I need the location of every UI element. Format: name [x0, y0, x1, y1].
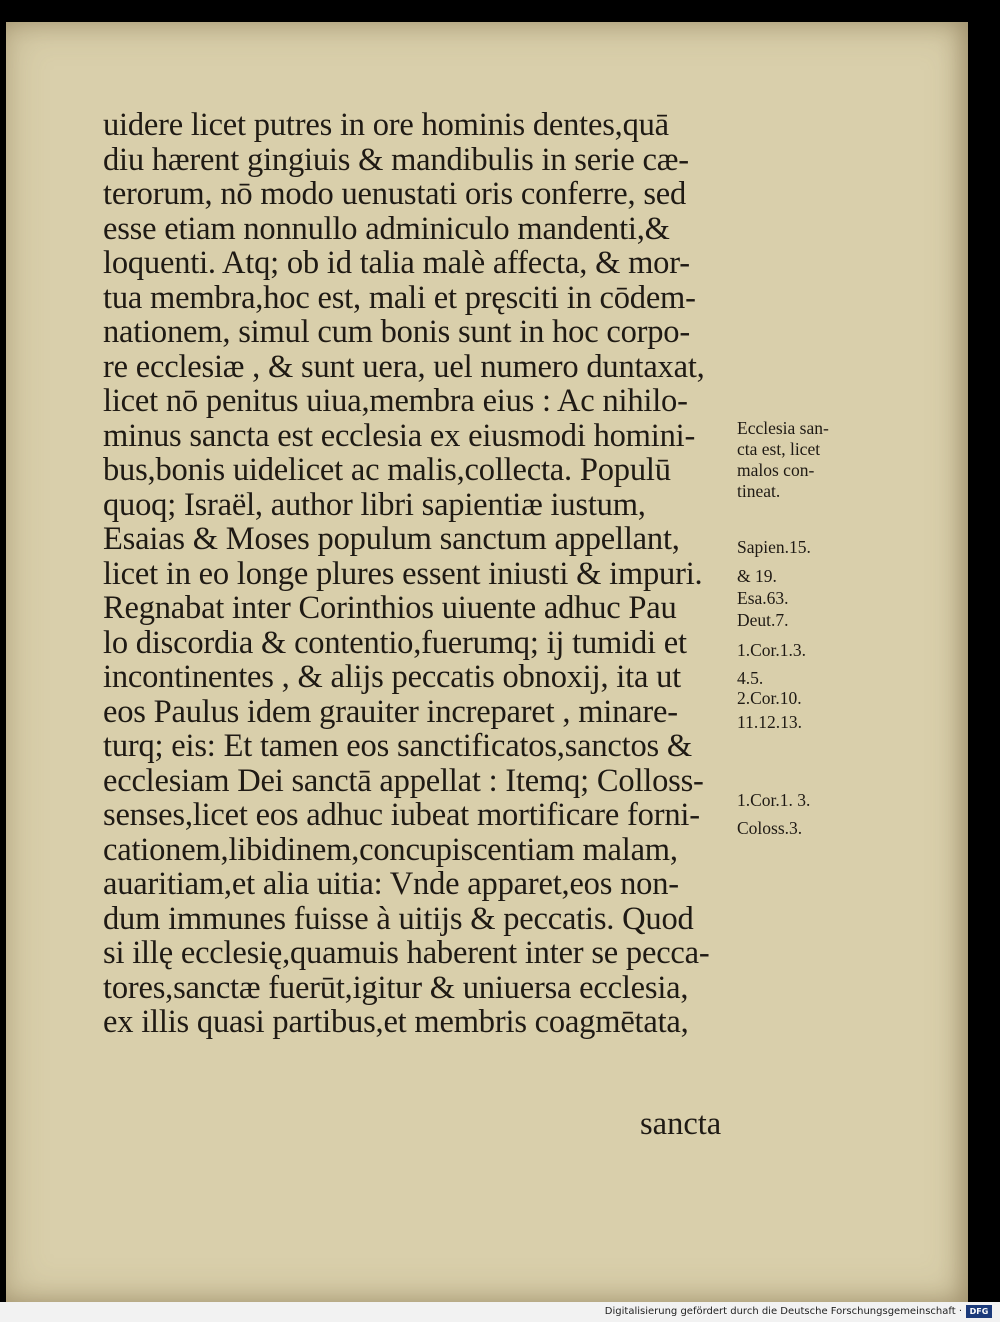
text-line: loquenti. Atq; ob id talia malè affecta, & mor- [103, 245, 690, 281]
text-line: minus sancta est ecclesia ex eiusmodi homini- [103, 417, 696, 454]
text-line: Esaias & Moses populum sanctum appellant, [103, 521, 680, 557]
text-line: cationem,libidinem,concupiscentiam malam, [103, 831, 678, 868]
margin-note-2-cor-cont [737, 712, 802, 733]
margin-note-line: malos con- [737, 460, 815, 480]
margin-note-line: Deut.7. [737, 610, 789, 630]
catchword: sancta [640, 1106, 722, 1142]
margin-note-line: 1.Cor.1. 3. [737, 790, 811, 810]
margin-note-line: Ecclesia san- [737, 418, 829, 438]
text-line: terorum, nō modo uenustati oris conferre, sed [103, 176, 687, 212]
text-line: bus,bonis uidelicet ac malis,collecta. Populū [103, 452, 671, 488]
text-line: turq; eis: Et tamen eos sanctificatos,sanctos & [103, 728, 692, 764]
margin-note-coloss [737, 818, 802, 839]
text-line: nationem, simul cum bonis sunt in hoc corpo- [103, 314, 690, 350]
margin-note-cor-3 [737, 790, 810, 811]
margin-note-sapien [737, 537, 811, 558]
text-line: licet nō penitus uiua,membra eius : Ac nihilo- [103, 383, 688, 419]
text-line: re ecclesiæ , & sunt uera, uel numero duntaxat, [103, 348, 705, 385]
text-line: dum immunes fuisse à uitijs & peccatis. Quod [103, 900, 694, 937]
dfg-logo-icon: DFG [966, 1305, 992, 1318]
margin-note-cor-4-5 [737, 668, 763, 689]
margin-note-cor-1 [737, 640, 806, 661]
margin-note-line: & 19. [737, 566, 777, 586]
text-line: senses,licet eos adhuc iubeat mortificare forni- [103, 797, 700, 833]
text-line: eos Paulus idem grauiter increparet , minare- [103, 693, 678, 730]
margin-note-line: 4.5. [737, 668, 764, 688]
text-line: auaritiam,et alia uitia: Vnde apparet,eos non- [103, 866, 679, 902]
text-line: incontinentes , & alijs peccatis obnoxij, ita ut [103, 659, 681, 695]
text-line: tua membra,hoc est, mali et pręsciti in cōdem- [103, 279, 696, 316]
margin-note-line: 2.Cor.10. [737, 688, 802, 708]
margin-note-deut [737, 610, 789, 631]
text-line: tores,sanctæ fuerūt,igitur & uniuersa ecclesia, [103, 969, 689, 1006]
text-line: licet in eo longe plures essent iniusti & impuri. [103, 555, 703, 592]
text-line: diu hærent gingiuis & mandibulis in serie cæ- [103, 141, 689, 178]
text-line: ex illis quasi partibus,et membris coagmētata, [103, 1004, 689, 1040]
text-line: esse etiam nonnullo adminiculo mandenti,& [103, 210, 670, 247]
margin-note-line: Coloss.3. [737, 818, 803, 838]
text-line: uidere licet putres in ore hominis dentes,quā [103, 107, 669, 143]
margin-note-line: cta est, licet [737, 439, 821, 459]
margin-note-line: Esa.63. [737, 588, 789, 608]
margin-note-line: Sapien.15. [737, 537, 811, 557]
margin-note-ecclesia [737, 418, 829, 502]
main-text-block [103, 108, 743, 1040]
margin-note-line: 11.12.13. [737, 712, 802, 732]
margin-note-line: 1.Cor.1.3. [737, 640, 807, 660]
margin-note-esa [737, 588, 789, 609]
margin-note-sapien-19 [737, 566, 777, 587]
text-line: ecclesiam Dei sanctā appellat : Itemq; Colloss- [103, 762, 704, 799]
text-line: si illę ecclesię,quamuis haberent inter se pecca- [103, 935, 710, 971]
funding-credit: Digitalisierung gefördert durch die Deutsche Forschungsgemeinschaft · [604, 1306, 962, 1317]
margin-note-line: tineat. [737, 481, 781, 501]
margin-note-2-cor [737, 688, 802, 709]
text-line: quoq; Israël, author libri sapientiæ iustum, [103, 486, 646, 523]
text-line: Regnabat inter Corinthios uiuente adhuc Pau [103, 590, 677, 626]
text-line: lo discordia & contentio,fuerumq; ij tumidi et [103, 624, 687, 661]
